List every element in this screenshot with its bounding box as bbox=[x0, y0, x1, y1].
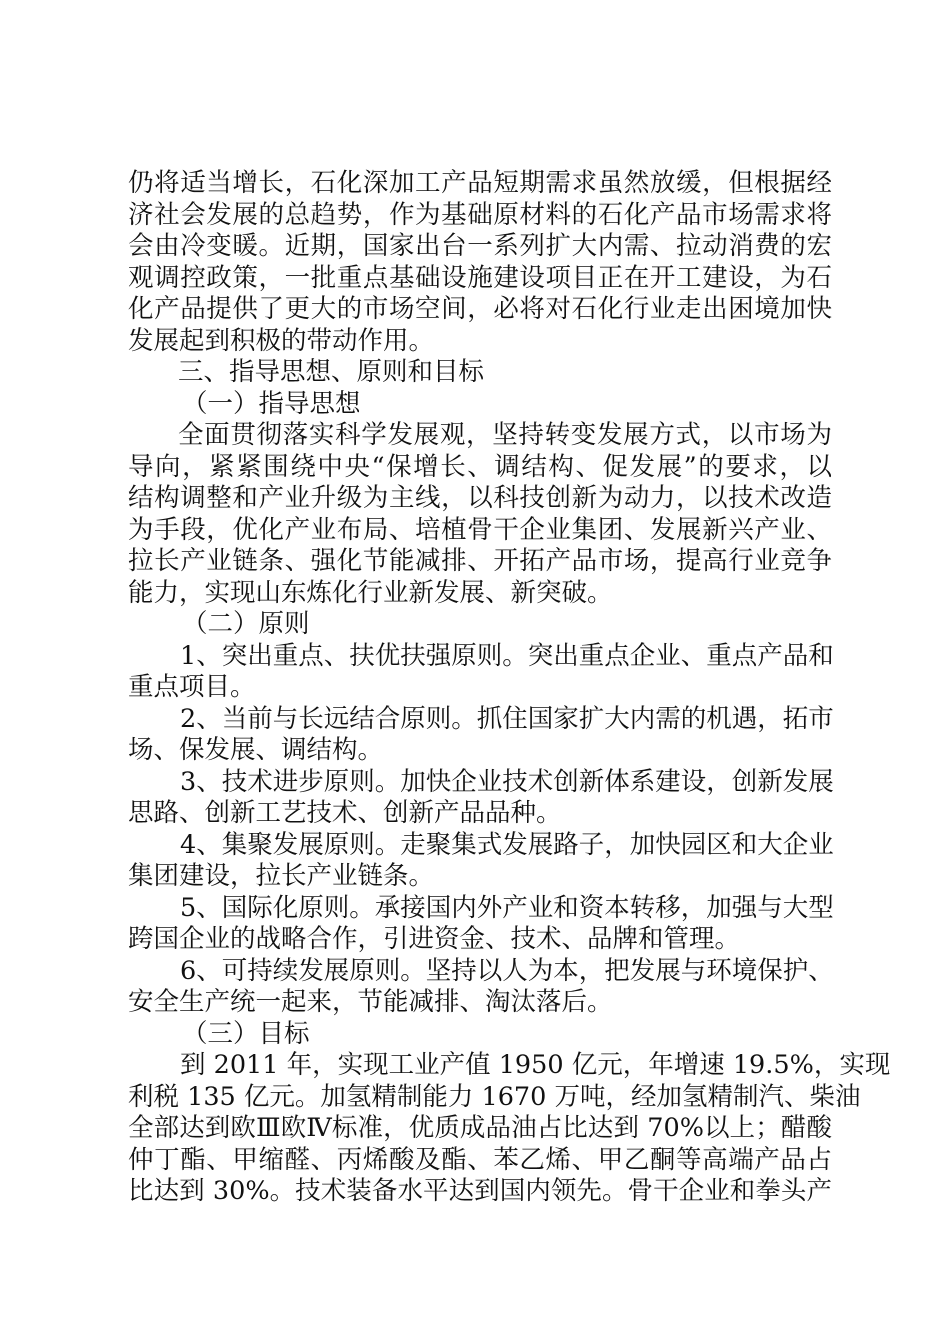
paragraph-line: 能力，实现山东炼化行业新发展、新突破。 bbox=[128, 577, 613, 608]
list-item-line: 5、国际化原则。承接国内外产业和资本转移，加强与大型 bbox=[180, 892, 834, 923]
paragraph-line: 仲丁酯、甲缩醛、丙烯酸及酯、苯乙烯、甲乙酮等高端产品占 bbox=[128, 1144, 832, 1175]
list-item-line: 3、技术进步原则。加快企业技术创新体系建设，创新发展 bbox=[180, 766, 834, 797]
paragraph-line: 仍将适当增长，石化深加工产品短期需求虽然放缓，但根据经 bbox=[128, 168, 832, 198]
paragraph-line: 会由冷变暖。近期，国家出台一系列扩大内需、拉动消费的宏 bbox=[128, 231, 832, 261]
document-body bbox=[128, 168, 891, 1208]
paragraph-line: 拉长产业链条、强化节能减排、开拓产品市场，提高行业竞争 bbox=[128, 546, 832, 576]
paragraph-line: 为手段，优化产业布局、培植骨干企业集团、发展新兴产业、 bbox=[128, 514, 832, 545]
list-item-line: 2、当前与长远结合原则。抓住国家扩大内需的机遇，拓市 bbox=[180, 703, 834, 734]
subsection-heading: （一）指导思想 bbox=[182, 388, 361, 419]
paragraph-line: 比达到 30%。技术装备水平达到国内领先。骨干企业和拳头产 bbox=[128, 1176, 832, 1206]
list-item-line: 场、保发展、调结构。 bbox=[128, 735, 384, 765]
paragraph-line: 利税 135 亿元。加氢精制能力 1670 万吨，经加氢精制汽、柴油 bbox=[128, 1081, 861, 1112]
list-item-line: 跨国企业的战略合作，引进资金、技术、品牌和管理。 bbox=[128, 924, 741, 954]
paragraph-line: 导向，紧紧围绕中央“保增长、调结构、促发展”的要求，以 bbox=[128, 451, 832, 482]
list-item-line: 6、可持续发展原则。坚持以人为本，把发展与环境保护、 bbox=[180, 955, 834, 986]
paragraph-line: 结构调整和产业升级为主线，以科技创新为动力，以技术改造 bbox=[128, 483, 832, 513]
paragraph-line: 济社会发展的总趋势，作为基础原材料的石化产品市场需求将 bbox=[128, 199, 832, 230]
list-item-line: 重点项目。 bbox=[128, 672, 256, 702]
subsection-heading: （三）目标 bbox=[182, 1018, 310, 1049]
section-heading: 三、指导思想、原则和目标 bbox=[178, 357, 485, 387]
paragraph-line: 全面贯彻落实科学发展观，坚持转变发展方式，以市场为 bbox=[178, 420, 832, 450]
paragraph-line: 发展起到积极的带动作用。 bbox=[128, 325, 435, 356]
list-item-line: 1、突出重点、扶优扶强原则。突出重点企业、重点产品和 bbox=[180, 640, 834, 671]
paragraph-line: 观调控政策，一批重点基础设施建设项目正在开工建设，为石 bbox=[128, 262, 832, 293]
paragraph-line: 到 2011 年，实现工业产值 1950 亿元，年增速 19.5%，实现 bbox=[180, 1050, 891, 1080]
subsection-heading: （二）原则 bbox=[182, 609, 310, 639]
list-item-line: 集团建设，拉长产业链条。 bbox=[128, 861, 435, 891]
paragraph-line: 全部达到欧Ⅲ欧Ⅳ标准，优质成品油占比达到 70%以上；醋酸 bbox=[128, 1113, 832, 1143]
list-item-line: 安全生产统一起来，节能减排、淘汰落后。 bbox=[128, 987, 613, 1017]
list-item-line: 4、集聚发展原则。走聚集式发展路子，加快园区和大企业 bbox=[180, 829, 834, 860]
paragraph-line: 化产品提供了更大的市场空间，必将对石化行业走出困境加快 bbox=[128, 294, 832, 324]
list-item-line: 思路、创新工艺技术、创新产品品种。 bbox=[128, 798, 562, 828]
